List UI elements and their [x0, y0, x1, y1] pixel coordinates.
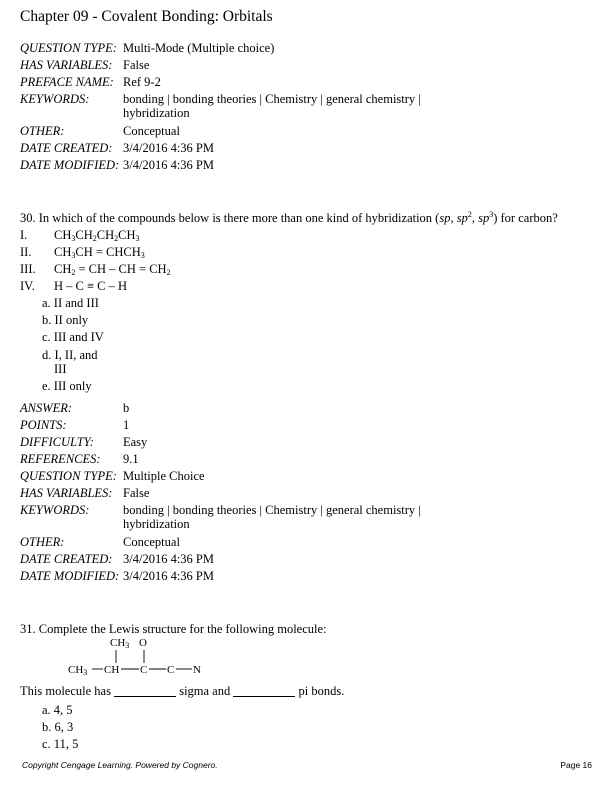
formula-part: CH	[75, 228, 93, 242]
lewis-o-top: O	[139, 637, 147, 649]
compound-num: II.	[20, 245, 32, 259]
q30-hyb-sp: sp	[439, 211, 451, 225]
q31-sentence-c: pi bonds.	[298, 684, 345, 698]
q31-choices	[42, 702, 78, 753]
label-date-modified: DATE MODIFIED:	[20, 569, 120, 583]
formula-part: CH	[54, 262, 72, 276]
value-has-variables: False	[123, 486, 150, 500]
choice-e: e. III only	[42, 379, 92, 393]
value-has-variables: False	[123, 58, 150, 72]
answer-blank-sigma[interactable]	[114, 686, 176, 697]
footer-copyright: Copyright Cengage Learning. Powered by Cognero.	[22, 760, 218, 770]
value-answer: b	[123, 401, 130, 415]
value-other: Conceptual	[123, 535, 180, 549]
label-answer: ANSWER:	[20, 401, 73, 415]
formula-sub: 3	[71, 234, 76, 243]
value-references: 9.1	[123, 452, 139, 466]
compound-num: IV.	[20, 279, 35, 293]
lewis-c2: C	[167, 664, 175, 676]
formula-part: CH	[54, 228, 72, 242]
choice-c: c. 11, 5	[42, 737, 79, 751]
label-date-created: DATE CREATED:	[20, 141, 113, 155]
q30-hyb-sp2-exp: 2	[467, 210, 472, 219]
lewis-structure	[58, 633, 258, 683]
label-other: OTHER:	[20, 535, 65, 549]
formula-sub: 2	[71, 268, 76, 277]
label-difficulty: DIFFICULTY:	[20, 435, 94, 449]
formula-sub: 2	[114, 234, 119, 243]
lewis-n: N	[193, 664, 201, 676]
label-has-variables: HAS VARIABLES:	[20, 486, 113, 500]
choice-a: a. II and III	[42, 296, 99, 310]
q31-sentence	[20, 684, 344, 699]
compound-num: I.	[20, 228, 28, 242]
choice-a: a. 4, 5	[42, 703, 73, 717]
lewis-ch3-left: CH3	[68, 664, 88, 677]
lewis-ch: CH	[104, 664, 120, 676]
formula-part: CH = CHCH	[75, 245, 141, 259]
compound-num: III.	[20, 262, 36, 276]
label-other: OTHER:	[20, 124, 65, 138]
label-date-created: DATE CREATED:	[20, 552, 113, 566]
value-preface-name: Ref 9-2	[123, 75, 161, 89]
value-other: Conceptual	[123, 124, 180, 138]
q30-choices	[42, 295, 110, 395]
choice-b: b. 6, 3	[42, 720, 74, 734]
q31-sentence-b: sigma and	[179, 684, 231, 698]
lewis-c1: C	[140, 664, 148, 676]
formula-part: CH	[96, 228, 115, 242]
value-date-modified: 3/4/2016 4:36 PM	[123, 158, 214, 172]
formula-sub: 3	[71, 251, 76, 260]
choice-b: b. II only	[42, 313, 89, 327]
lewis-ch3-top: CH3	[110, 637, 130, 650]
label-keywords: KEYWORDS:	[20, 92, 90, 106]
footer-page-number: Page 16	[560, 760, 592, 770]
q30-hyb-sp3-exp: 3	[489, 210, 494, 219]
q30-hyb-sp2: sp	[456, 211, 468, 225]
label-date-modified: DATE MODIFIED:	[20, 158, 120, 172]
q30-stem-prefix: 30. In which of the compounds below is there more than one kind of hybridization (	[20, 211, 440, 225]
formula-part: = CH – CH = CH	[75, 262, 167, 276]
q31-sentence-a: This molecule has	[20, 684, 111, 698]
compound-formula: H – C ≡ C – H	[54, 279, 128, 293]
value-date-modified: 3/4/2016 4:36 PM	[123, 569, 214, 583]
value-date-created: 3/4/2016 4:36 PM	[123, 141, 214, 155]
label-keywords: KEYWORDS:	[20, 503, 90, 517]
label-preface-name: PREFACE NAME:	[20, 75, 114, 89]
value-question-type: Multiple Choice	[123, 469, 205, 483]
choice-c: c. III and IV	[42, 330, 104, 344]
value-difficulty: Easy	[123, 435, 148, 449]
value-points: 1	[123, 418, 130, 432]
choice-d	[42, 346, 110, 378]
value-keywords: bonding | bonding theories | Chemistry | general chemistry | hybridization	[123, 503, 421, 531]
formula-sub: 2	[166, 268, 171, 277]
page-title: Chapter 09 - Covalent Bonding: Orbitals	[20, 8, 273, 25]
value-keywords: bonding | bonding theories | Chemistry | general chemistry | hybridization	[123, 92, 421, 120]
formula-part: CH	[54, 245, 72, 259]
value-question-type: Multi-Mode (Multiple choice)	[123, 41, 275, 55]
formula-sub: 3	[135, 234, 140, 243]
label-question-type: QUESTION TYPE:	[20, 41, 117, 55]
formula-sub: 3	[140, 251, 145, 260]
label-references: REFERENCES:	[20, 452, 101, 466]
value-date-created: 3/4/2016 4:36 PM	[123, 552, 214, 566]
q30-stem-suffix: ) for carbon?	[493, 211, 558, 225]
label-question-type: QUESTION TYPE:	[20, 469, 117, 483]
formula-part: CH	[118, 228, 136, 242]
question-30-stem: 30. In which of the compounds below is there more than one kind of hybridization (sp, $sp^2$, $sp^3$) for carbon?	[20, 210, 558, 225]
formula-sub: 2	[92, 234, 97, 243]
choice-d-line1: d. I, II, and	[42, 348, 98, 362]
label-points: POINTS:	[20, 418, 67, 432]
label-has-variables: HAS VARIABLES:	[20, 58, 113, 72]
q30-hyb-sp3: sp	[478, 211, 490, 225]
answer-blank-pi[interactable]	[233, 686, 295, 697]
question-31-stem: 31. Complete the Lewis structure for the following molecule:	[20, 622, 327, 636]
choice-d-line2: III	[54, 362, 67, 376]
